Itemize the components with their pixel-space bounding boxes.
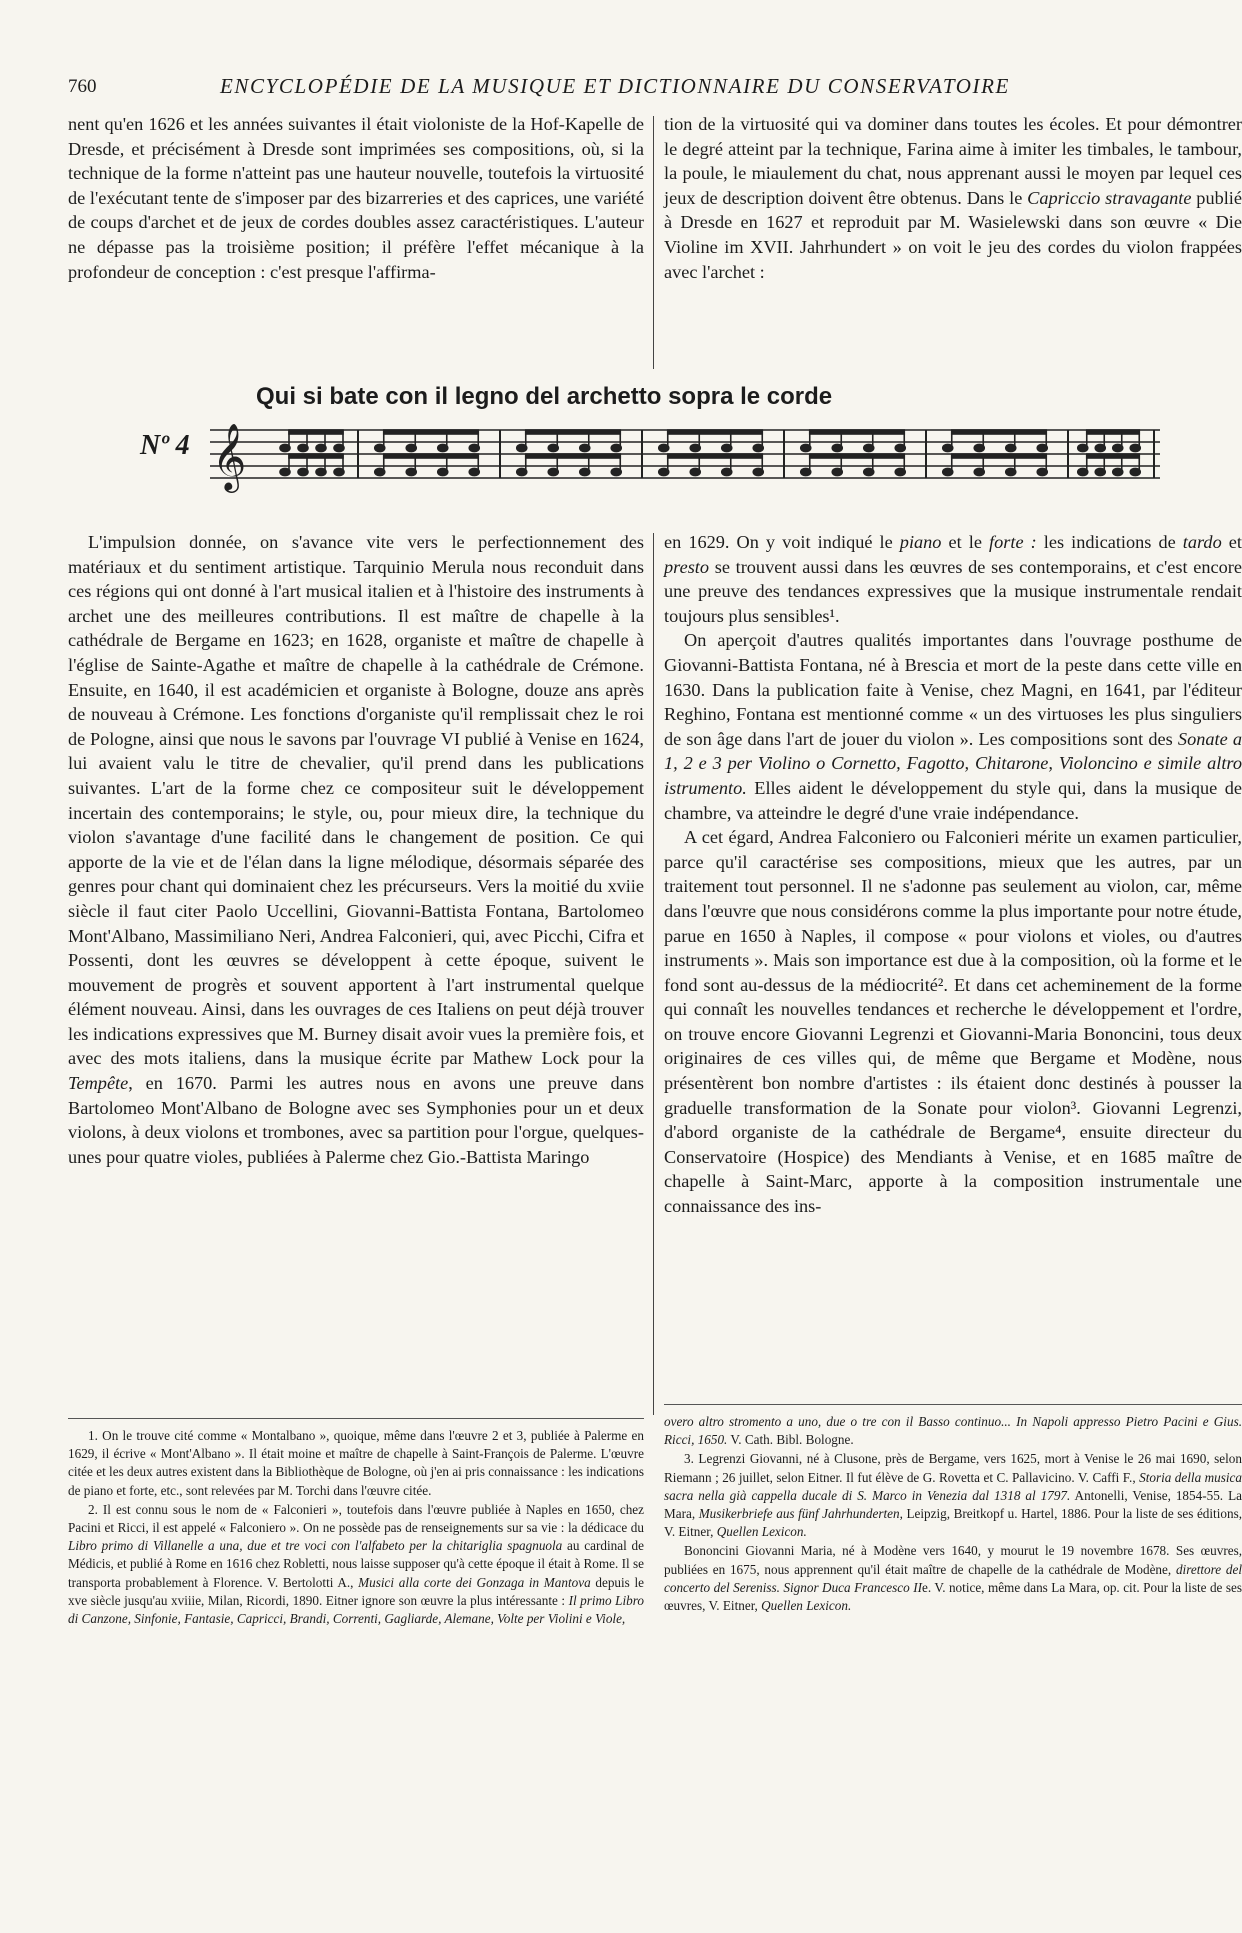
text-run: se trouvent aussi dans les œuvres de ses contemporains, et c'est encore une preuve des tendances expressives que la musique instrumentale rendait toujours plus sensibles¹. [664, 556, 1242, 626]
text-run: Elles aident le développement du style qui, dans la musique de chambre, va atteindre le degré d'une vraie indépendance. [664, 777, 1242, 823]
main-right-paragraph-2 [664, 628, 1242, 825]
work-title: Quellen Lexicon. [761, 1598, 852, 1614]
text-run: tion de la virtuosité qui va dominer dans toutes les écoles. Et pour démontrer le degré atteint par la technique, Farina aime à imiter les timbales, le tambour, la poule, le miaulement du chat, nous apprenant aussi le moyen par lequel ces jeux de description doivent être obtenus. Dans le [664, 114, 1242, 208]
svg-text:𝄞: 𝄞 [212, 422, 247, 490]
beam [1087, 430, 1140, 434]
text-run: depuis le xve siècle jusqu'au xviiie, Milan, Ricordi, 1890. Eitner ignore son œuvre la plus intéressante : [68, 1574, 645, 1608]
footnote-1: 1. On le trouve cité comme « Montalbano », quoique, même dans l'œuvre 2 et 3, publiée à Palerme en 1629, il écrive « Mont'Albano ». Il était moine et maître de chapelle à Saint-François de Palerme. L'œuvre citée et les deux autres existent dans la Bibliothèque de Bologne, où j'en ai pris connaissance : les indications de piano et forte, etc., sont relevées par M. Torchi dans l'œuvre citée. [68, 1428, 644, 1498]
work-title: Il primo Libro di Canzone, Sinfonie, Fantasie, Capricci, Brandi, Correnti, Gagliarde, Alemane, Volte per Violini e Viole, [68, 1592, 644, 1627]
beam [526, 454, 621, 458]
text-run: On aperçoit d'autres qualités importantes dans l'ouvrage posthume de Giovanni-Battista Fontana, né à Brescia et mort de la peste dans cette ville en 1630. Dans la publication faite à Venise, chez Magni, en 1641, par l'éditeur Reghino, Fontana est mentionné comme « un des virtuoses les plus singuliers de son âge dans l'art de jouer du violon ». Les compositions sont des [664, 630, 1242, 749]
term-presto: presto [664, 556, 710, 577]
text-run: , Leipzig, Breitkopf u. Hartel, 1886. Pour la liste de ses éditions, V. Eitner, [664, 1506, 1242, 1540]
text-run: au cardinal de Médicis, et publié à Rome en 1616 chez Robletti, nous laisse supposer qu'à cette époque il était à Rome. Il se transporta probablement à Florence. V. Bertolotti A., [68, 1538, 644, 1590]
term-forte: forte : [989, 532, 1037, 552]
work-title: Musici alla corte dei Gonzaga in Mantova [358, 1574, 591, 1590]
work-title: Libro primo di Villanelle a una, due et tre voci con l'alfabeto per la chitariglia spagnuola [68, 1538, 563, 1554]
beam [384, 454, 479, 458]
beam [289, 430, 343, 434]
treble-clef-icon [212, 422, 246, 493]
main-right-paragraph-1 [664, 530, 1242, 628]
work-title: Capriccio stravagante [1027, 187, 1192, 208]
text-run: les indications de [1036, 532, 1183, 552]
footnotes-left [68, 1427, 644, 1629]
text-run: V. Cath. Bibl. Bologne. [727, 1432, 854, 1448]
text-run: et le [941, 532, 990, 552]
footnote-rule-left [68, 1418, 644, 1419]
top-left-paragraph: nent qu'en 1626 et les années suivantes il était violoniste de la Hof-Kapelle de Dresde, et précisément à Dresde sont imprimées ses compositions, où, si la technique de la forme n'atteint pas une hauteur nouvelle, toutefois la virtuosité de l'exécutant tente de s'imposer par des bizarreries et des caprices, une variété de coups d'archet et de jeux de cordes doubles assez caractéristiques. L'auteur ne dépasse pas la troisième position; il préfère l'effet mécanique à la profondeur de conception : c'est presque l'affirma- [68, 114, 644, 282]
footnote-rule-right [664, 1404, 1242, 1405]
top-right-column [664, 112, 1242, 284]
music-example-number: Nº 4 [140, 430, 190, 461]
footnote-2 [68, 1501, 644, 1628]
beam [810, 430, 905, 434]
main-left-column [68, 530, 644, 1169]
footnote-2-continuation [664, 1413, 1242, 1449]
text-run: e. V. notice, même dans La Mara, op. cit. Pour la liste de ses œuvres, V. Eitner, [664, 1579, 1242, 1614]
main-left-paragraph [68, 530, 644, 1169]
top-left-column [68, 112, 644, 284]
music-staff [210, 414, 1160, 494]
footnotes-right [664, 1413, 1242, 1616]
beam [668, 430, 763, 434]
work-title: Quellen Lexicon. [716, 1524, 807, 1540]
text-run: , en 1670. Parmi les autres nous en avons une preuve dans Bartolomeo Mont'Albano de Bologne avec ses Symphonies pour un et deux violons, à deux violons et trombones, avec sa partition pour l'orgue, quelques-unes pour quatre violes, publiées à Palerme chez Gio.-Battista Maringo [68, 1073, 644, 1167]
work-title: direttore del concerto del Sereniss. Signor Duca Francesco II [664, 1561, 1242, 1595]
beam [289, 454, 343, 458]
footnote-3 [664, 1450, 1242, 1541]
beam [384, 430, 479, 434]
text-run: en 1629. On y voit indiqué le [664, 532, 900, 552]
text-run: et [1221, 532, 1242, 552]
work-title: Storia della musica sacra nella già cappella ducale di S. Marco in Venezia dal 1318 al 1797. [664, 1469, 1242, 1503]
term-piano: piano [899, 532, 942, 552]
beam [668, 454, 763, 458]
column-divider-main [653, 533, 654, 1415]
beam [810, 454, 905, 458]
work-title: Sonate a 1, 2 e 3 per Violino o Cornetto, Fagotto, Chitarone, Violoncino e simile altro istrumento. [664, 728, 1242, 798]
work-title: overo altro stromento a uno, due o tre con il Basso continuo... In Napoli appresso Pietro Pacini e Gius. Ricci, 1650. [664, 1414, 1242, 1448]
text-run: Antonelli, Venise, 1854-55. La Mara, [664, 1487, 1242, 1522]
page-number: 760 [68, 76, 97, 97]
text-run: Bononcini Giovanni Maria, né à Modène vers 1640, y mourut le 19 novembre 1678. Ses œuvres, publiées en 1675, nous apprennent qu'il était maître de chapelle de la cathédrale de Modène, [664, 1543, 1242, 1577]
text-run: 2. Il est connu sous le nom de « Falconieri », toutefois dans l'œuvre publiée à Naples en 1650, chez Pacini et Ricci, il est appelé « Falconiero ». On ne possède pas de renseignements sur sa vie : la dédicace du [68, 1501, 644, 1536]
music-example-title: Qui si bate con il legno del archetto sopra le corde [256, 383, 833, 410]
beam [952, 430, 1047, 434]
note-groups [280, 430, 1140, 476]
beam [1087, 454, 1140, 458]
text-run: 3. Legrenzi Giovanni, né à Clusone, près de Bergame, vers 1625, mort à Venise le 26 mai 1690, selon Riemann ; 26 juillet, selon Eitner. Il fut élève de G. Rovetta et C. Pallavicino. V. Caffi F., [664, 1451, 1242, 1485]
text-run: L'impulsion donnée, on s'avance vite vers le perfectionnement des matériaux et du sentiment artistique. Tarquinio Merula nous reconduit dans ces régions qui ont donné à l'art musical italien et à l'histoire des instruments à archet une des meilleures contributions. Il est maître de chapelle à la cathédrale de Bergame en 1623; en 1628, organiste et maître de chapelle à l'église de Sainte-Agathe et maître de chapelle à la cathédrale de Crémone. Ensuite, en 1640, il est académicien et organiste à Bologne, douze ans après de nouveau à Crémone. Les fonctions d'organiste qu'il remplissait chez le roi de Pologne, ainsi que nous le savons par l'ouvrage VI publié à Venise en 1624, lui avaient valu le titre de chevalier, qu'il prend dans les publications suivantes. L'art de la forme chez ce compositeur suit le développement incertain des contemporains; le style, ou, pour mieux dire, la technique du violon s'avantage d'une facilité dans le changement de position. Ce qui apporte de la vie et de l'élan dans la ligne mélodique, désormais séparée des genres pour chant qui dominaient chez les précurseurs. Vers la moitié du xviie siècle il faut citer Paolo Uccellini, Giovanni-Battista Fontana, Bartolomeo Mont'Albano, Massimiliano Neri, Andrea Falconieri, qui, avec Picchi, Cifra et Possenti, dont les œuvres se développent à cette époque, suivent le mouvement de progrès et souvent apportent à l'art instrumental quelque élément nouveau. Ainsi, dans les ouvrages de ces Italiens on peut déjà trouver les indications expressives que M. Burney disait avoir vues la première fois, et avec des mots italiens, dans la musique écrite par Mathew Lock pour la [68, 532, 644, 1069]
beam [526, 430, 621, 434]
term-tardo: tardo [1182, 532, 1222, 552]
work-title: Tempête [68, 1073, 129, 1094]
beam [952, 454, 1047, 458]
main-right-paragraph-3: A cet égard, Andrea Falconiero ou Falconieri mérite un examen particulier, parce qu'il caractérise ses compositions, mieux que les autres, par un traitement tout personnel. Il ne s'adonne pas seulement au violon, car, même dans l'œuvre que nous considérons comme la plus importante pour notre étude, parue en 1650 à Naples, il compose « pour violons et violes, ou d'autres instruments ». Mais son importance est due à la composition, où la forme et le fond sont au-dessus de la médiocrité². Et dans cet acheminement de la forme qui connaît les nouvelles tendances et recherche le développement et l'ordre, on trouve encore Giovanni Legrenzi et Giovanni-Maria Bononcini, tous deux originaires de ces villes qui, de même que Bergame et Modène, nous présentèrent bon nombre d'artistes : ils étaient donc destinés à pousser la graduelle transformation de la Sonate pour violon³. Giovanni Legrenzi, d'abord organiste de la cathédrale de Bergame⁴, ensuite directeur du Conservatoire (Hospice) des Mendiants à Venise, et en 1685 maître de chapelle à Saint-Marc, apporte à la composition instrumentale une connaissance des ins- [664, 827, 1242, 1217]
running-title: ENCYCLOPÉDIE DE LA MUSIQUE ET DICTIONNAIRE DU CONSERVATOIRE [220, 74, 1010, 98]
top-right-paragraph [664, 112, 1242, 284]
work-title: Musikerbriefe aus fünf Jahrhunderten [698, 1506, 900, 1522]
main-right-column [664, 530, 1242, 1219]
column-divider-top [653, 116, 654, 369]
footnote-4 [664, 1542, 1242, 1615]
text-run: publié à Dresde en 1627 et reproduit par M. Wasielewski dans son œuvre « Die Violine im XVII. Jahrhundert » on voit le jeu des cordes du violon frappées avec l'archet : [664, 187, 1242, 282]
